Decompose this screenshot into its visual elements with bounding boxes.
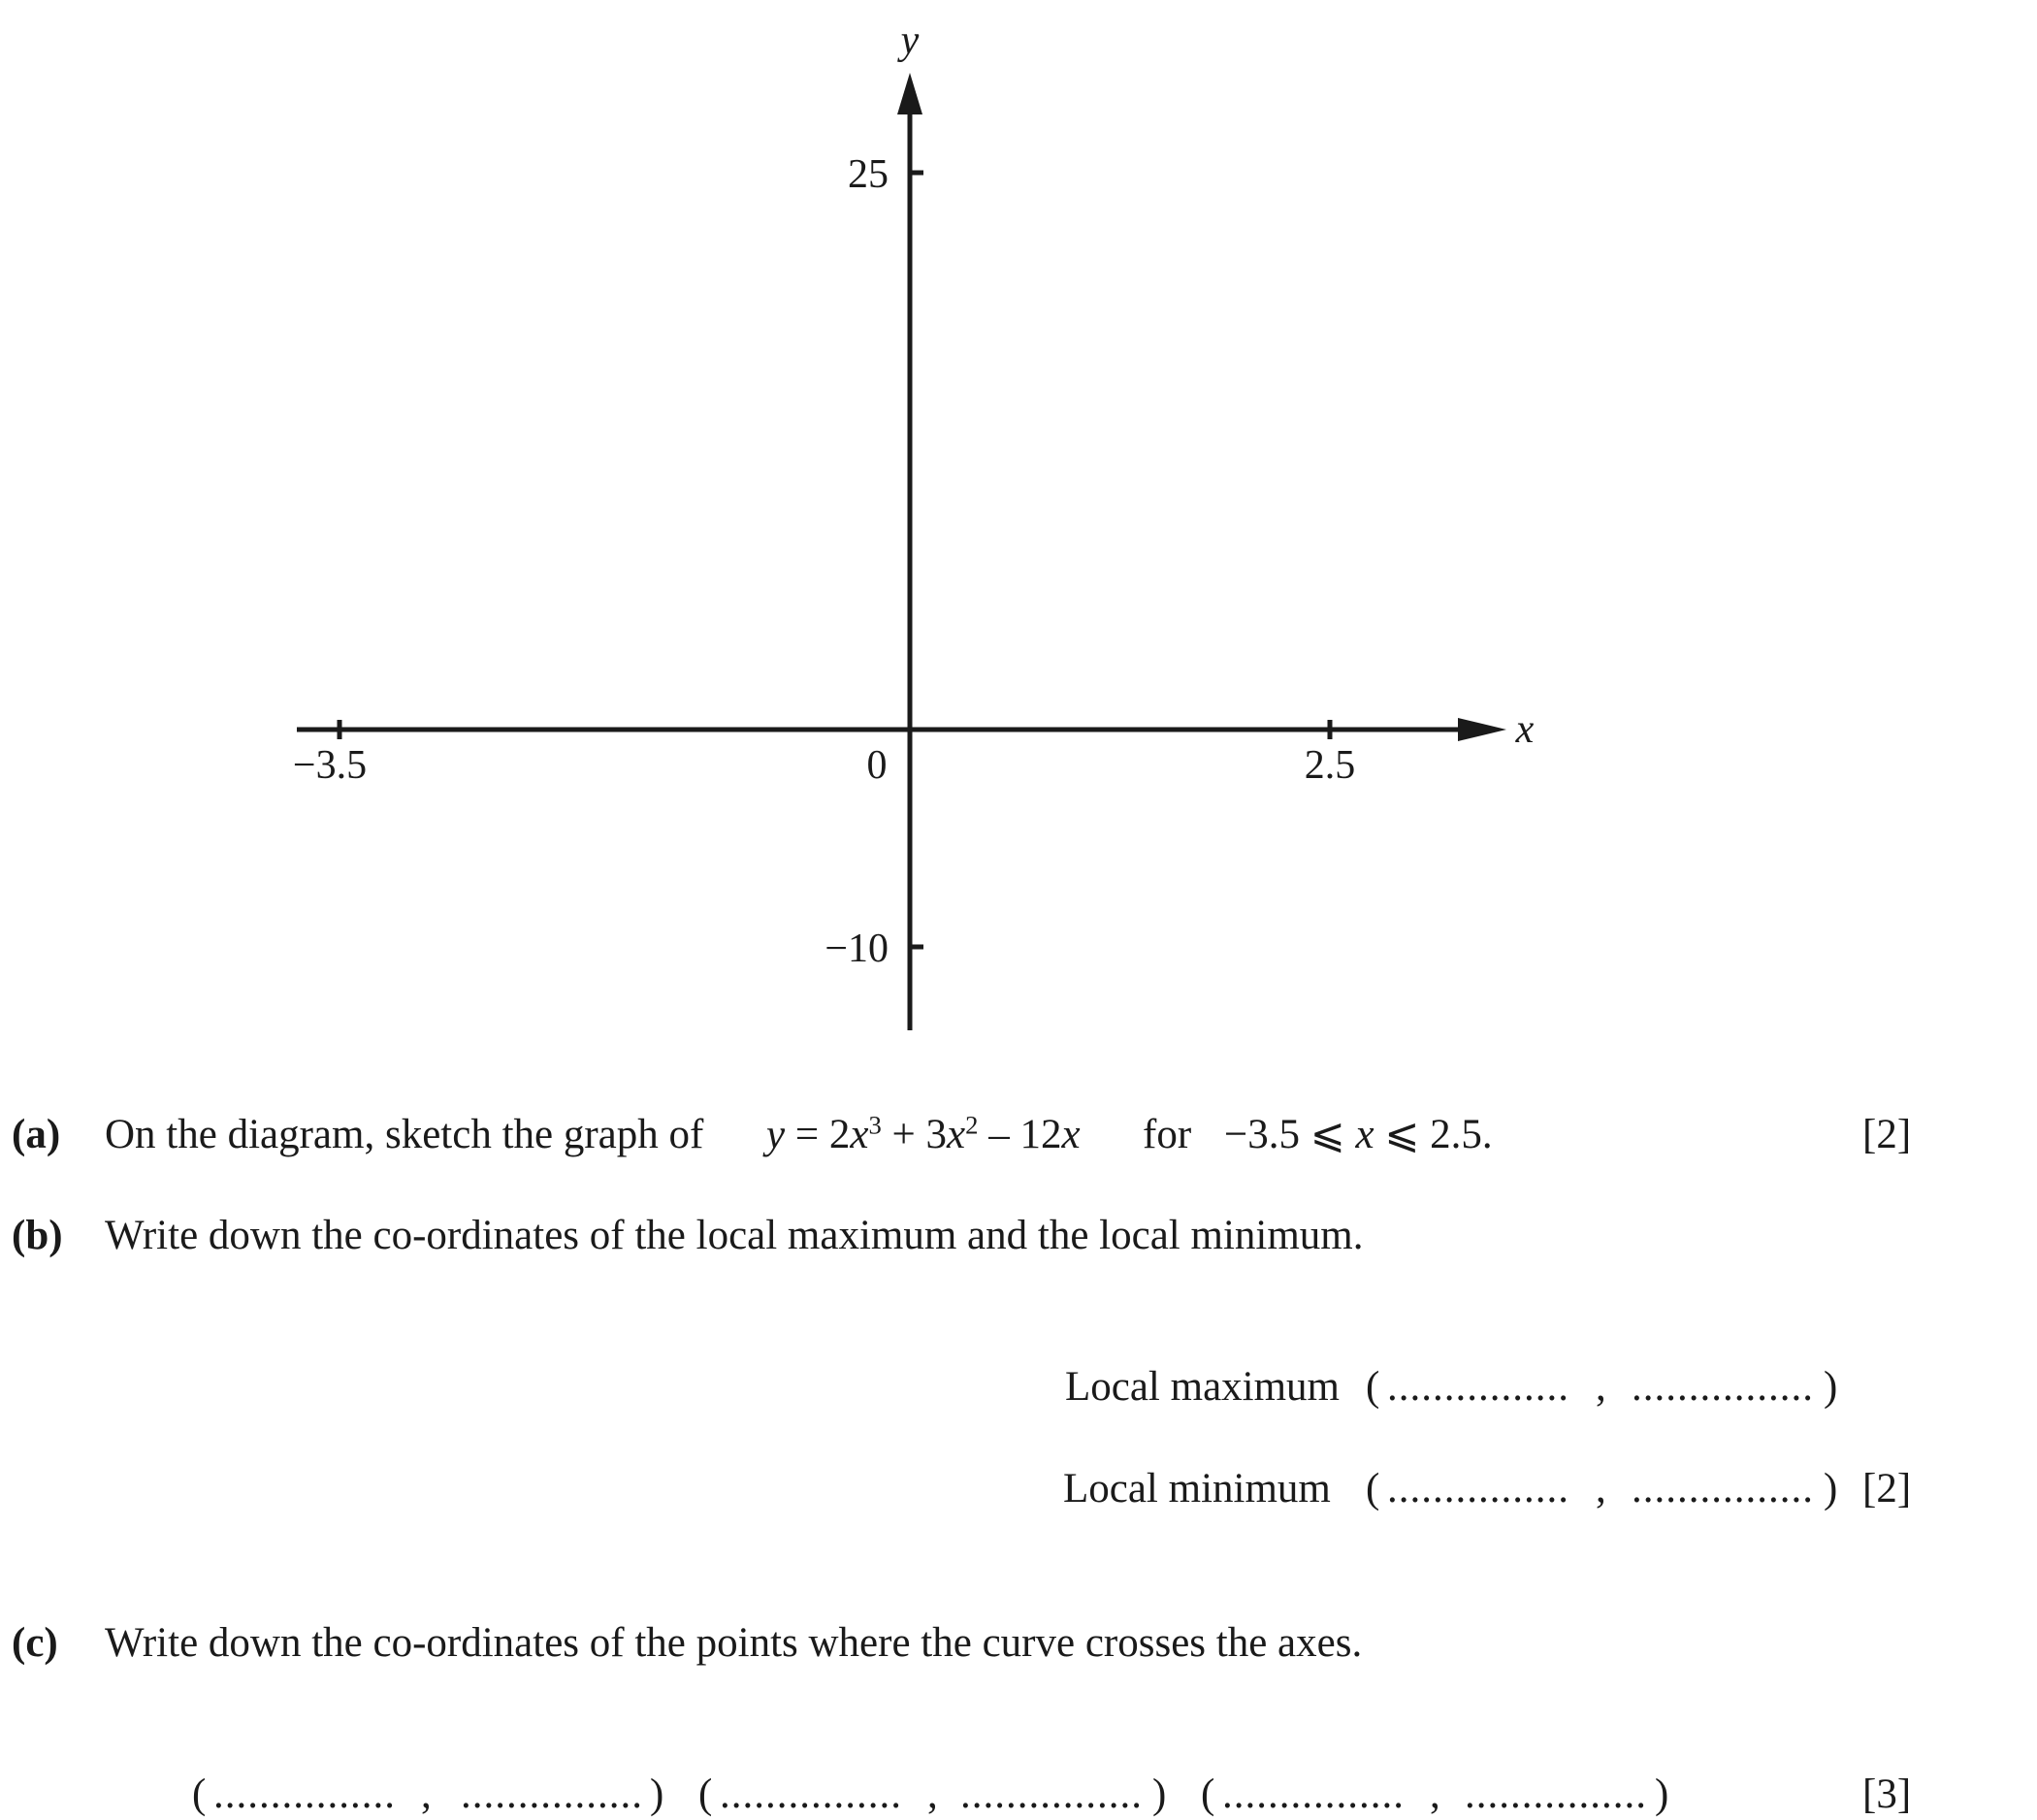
range-left: −3.5 ⩽ bbox=[1224, 1112, 1356, 1157]
local-minimum-label: Local minimum bbox=[1063, 1466, 1331, 1511]
x-tick-label-2-5: 2.5 bbox=[1304, 743, 1356, 788]
local-minimum-comma: , bbox=[1596, 1466, 1606, 1511]
point-2-comma: , bbox=[927, 1771, 938, 1817]
local-minimum-x-answer[interactable]: ................ bbox=[1387, 1466, 1569, 1511]
origin-label: 0 bbox=[866, 743, 888, 788]
point-2-open-paren: ( bbox=[698, 1771, 713, 1817]
y-tick-label-25: 25 bbox=[848, 152, 889, 197]
question-b-text: Write down the co-ordinates of the local maximum and the local minimum. bbox=[105, 1213, 1364, 1258]
local-minimum-y-answer[interactable]: ................ bbox=[1632, 1466, 1814, 1511]
question-b-label: (b) bbox=[12, 1213, 63, 1258]
eq-part3: – 12 bbox=[978, 1112, 1062, 1157]
local-maximum-x-answer[interactable]: ................ bbox=[1387, 1364, 1569, 1410]
local-maximum-y-answer[interactable]: ................ bbox=[1632, 1364, 1814, 1410]
point-3-comma: , bbox=[1430, 1771, 1440, 1817]
point-2-y-answer[interactable]: ................ bbox=[960, 1771, 1143, 1817]
question-c-label: (c) bbox=[12, 1620, 58, 1666]
point-3-open-paren: ( bbox=[1201, 1771, 1215, 1817]
x-axis-label: x bbox=[1515, 707, 1535, 752]
eq-part1: = 2 bbox=[785, 1112, 851, 1157]
point-1-x-answer[interactable]: ................ bbox=[213, 1771, 396, 1817]
question-a-range bbox=[1224, 1114, 1493, 1155]
local-minimum-open-paren: ( bbox=[1366, 1466, 1380, 1511]
point-1-close-paren: ) bbox=[650, 1771, 664, 1817]
x-axis-arrowhead bbox=[1458, 718, 1506, 741]
point-2-x-answer[interactable]: ................ bbox=[720, 1771, 902, 1817]
eq-p2: 2 bbox=[965, 1110, 979, 1140]
local-minimum-close-paren: ) bbox=[1824, 1466, 1838, 1511]
question-a-for: for bbox=[1143, 1112, 1192, 1157]
question-a-equation bbox=[766, 1110, 1081, 1157]
x-tick-label-neg3-5: −3.5 bbox=[292, 743, 368, 788]
eq-p1: 3 bbox=[868, 1110, 882, 1140]
point-1-comma: , bbox=[421, 1771, 432, 1817]
question-c-text: Write down the co-ordinates of the points where the curve crosses the axes. bbox=[105, 1620, 1363, 1666]
local-maximum-open-paren: ( bbox=[1366, 1364, 1380, 1410]
point-3-x-answer[interactable]: ................ bbox=[1222, 1771, 1405, 1817]
local-maximum-close-paren: ) bbox=[1824, 1364, 1838, 1410]
eq-y: y bbox=[766, 1112, 786, 1157]
question-a-text: On the diagram, sketch the graph of bbox=[105, 1112, 704, 1157]
y-tick-label-neg10: −10 bbox=[824, 926, 889, 971]
question-b-marks: [2] bbox=[1862, 1466, 1912, 1511]
point-1-y-answer[interactable]: ................ bbox=[461, 1771, 643, 1817]
question-a-marks: [2] bbox=[1862, 1112, 1912, 1157]
eq-x2: x bbox=[947, 1112, 966, 1157]
range-x: x bbox=[1355, 1112, 1374, 1157]
y-axis-arrowhead bbox=[897, 73, 922, 114]
point-2-close-paren: ) bbox=[1152, 1771, 1167, 1817]
question-a-label: (a) bbox=[12, 1112, 61, 1157]
y-axis-label: y bbox=[900, 18, 920, 63]
point-3-y-answer[interactable]: ................ bbox=[1465, 1771, 1647, 1817]
local-maximum-label: Local maximum bbox=[1065, 1364, 1341, 1410]
point-1-open-paren: ( bbox=[192, 1771, 207, 1817]
point-3-close-paren: ) bbox=[1655, 1771, 1669, 1817]
eq-x3: x bbox=[1061, 1112, 1081, 1157]
local-maximum-comma: , bbox=[1596, 1364, 1606, 1410]
eq-part2: + 3 bbox=[881, 1112, 948, 1157]
question-c-marks: [3] bbox=[1862, 1771, 1912, 1817]
range-right: ⩽ 2.5. bbox=[1374, 1112, 1493, 1157]
eq-x1: x bbox=[850, 1112, 869, 1157]
